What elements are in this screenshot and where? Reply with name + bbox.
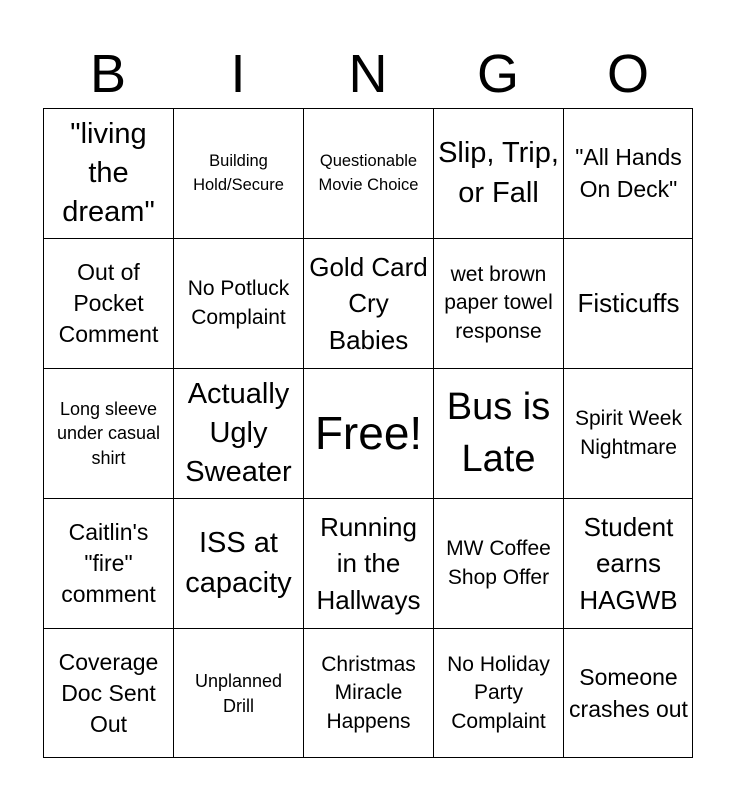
cell-text: Unplanned Drill [194,671,283,716]
bingo-cell[interactable] [433,108,563,238]
bingo-cell[interactable] [303,498,433,628]
bingo-cell[interactable] [303,108,433,238]
cell-text: Coverage Doc Sent Out [58,648,159,738]
bingo-cell[interactable] [43,108,173,238]
bingo-cell[interactable] [173,108,303,238]
cell-text: Gold Card Cry Babies [309,251,428,355]
bingo-cell[interactable] [173,628,303,758]
bingo-cell[interactable] [303,238,433,368]
cell-text: "All Hands On Deck" [575,144,682,202]
bingo-cell[interactable] [433,238,563,368]
bingo-cell[interactable] [173,368,303,498]
cell-text: Actually Ugly Sweater [185,377,292,489]
cell-text: Bus is Late [446,386,551,480]
bingo-cell[interactable] [563,628,693,758]
bingo-cell[interactable] [563,108,693,238]
cell-text: Questionable Movie Choice [318,151,419,194]
bingo-cell[interactable] [173,238,303,368]
cell-text: "living the dream" [62,117,155,229]
cell-text: Long sleeve under casual shirt [56,399,161,468]
header-letter-n: N [348,44,388,104]
cell-text: Building Hold/Secure [193,151,284,194]
bingo-cell[interactable] [433,628,563,758]
cell-text: Student earns HAGWB [579,511,678,615]
cell-text: Slip, Trip, or Fall [438,137,559,209]
bingo-header [43,40,693,108]
header-letter-i: I [230,44,246,104]
cell-text: Out of Pocket Comment [58,258,159,348]
bingo-cell[interactable] [43,238,173,368]
bingo-cell[interactable] [43,368,173,498]
cell-text: No Potluck Complaint [187,277,290,329]
bingo-cell[interactable] [563,498,693,628]
cell-text: Free! [314,407,423,460]
cell-text: wet brown paper towel response [444,262,553,343]
bingo-cell[interactable] [563,238,693,368]
cell-text: Running in the Hallways [316,511,421,615]
header-letter-g: G [476,44,519,104]
cell-text: MW Coffee Shop Offer [446,537,551,589]
cell-text: Caitlin's "fire" comment [61,518,156,608]
header-letter-b: B [89,44,127,104]
bingo-cell[interactable] [433,498,563,628]
cell-text: Someone crashes out [569,664,688,722]
bingo-cell[interactable] [43,498,173,628]
bingo-cell[interactable] [303,628,433,758]
bingo-cell[interactable] [43,628,173,758]
cell-text: No Holiday Party Complaint [447,652,550,733]
bingo-cell[interactable] [433,368,563,498]
bingo-cell[interactable] [173,498,303,628]
bingo-card [43,108,693,758]
cell-text: Fisticuffs [577,288,680,319]
free-space-cell[interactable] [303,368,433,498]
header-letter-o: O [606,44,649,104]
cell-text: ISS at capacity [185,527,292,599]
bingo-cell[interactable] [563,368,693,498]
cell-text: Spirit Week Nightmare [575,407,682,459]
cell-text: Christmas Miracle Happens [321,652,416,733]
